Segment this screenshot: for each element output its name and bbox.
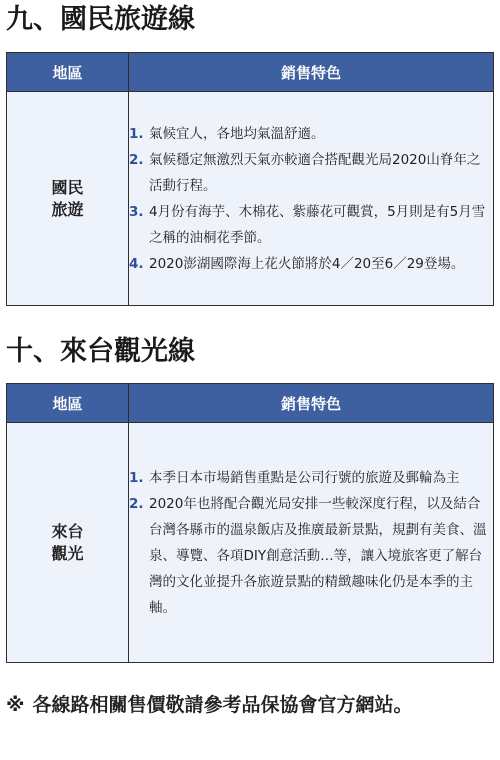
- region-cell: [7, 423, 129, 663]
- footnote-text: 各線路相關售價敬請參考品保協會官方網站。: [32, 694, 413, 716]
- list-item: [129, 491, 493, 621]
- features-cell: [129, 92, 494, 306]
- table-header-row: [7, 384, 494, 423]
- region-name-line: 觀光: [51, 543, 84, 563]
- item-number: 2.: [129, 151, 144, 168]
- item-number: 2.: [129, 495, 144, 512]
- item-number: 4.: [129, 255, 144, 272]
- domestic-route-table: [6, 52, 494, 306]
- item-number: 1.: [129, 125, 144, 142]
- item-text: 本季日本市場銷售重點是公司行號的旅遊及郵輪為主: [149, 469, 460, 486]
- list-item: [129, 251, 493, 277]
- list-item: [129, 199, 493, 251]
- table-row: [7, 423, 494, 663]
- region-column-header: 地區: [7, 384, 129, 423]
- features-column-header: 銷售特色: [129, 384, 494, 423]
- item-text: 氣候宜人，各地均氣溫舒適。: [149, 125, 325, 142]
- item-text: 4月份有海芋、木棉花、紫藤花可觀賞，5月則是有5月雪之稱的油桐花季節。: [149, 203, 486, 246]
- table-header-row: [7, 53, 494, 92]
- list-item: [129, 121, 493, 147]
- list-item: [129, 465, 493, 491]
- region-column-header: 地區: [7, 53, 129, 92]
- item-text: 2020澎湖國際海上花火節將於4／20至6／29登場。: [149, 255, 465, 272]
- reference-mark-icon: ※: [6, 694, 25, 716]
- region-cell: [7, 92, 129, 306]
- table-row: [7, 92, 494, 306]
- item-text: 氣候穩定無激烈天氣亦較適合搭配觀光局2020山脊年之活動行程。: [149, 151, 481, 194]
- region-name-line: 國民: [51, 177, 84, 197]
- section-title-inbound: 十、來台觀光線: [6, 336, 195, 367]
- item-text: 2020年也將配合觀光局安排一些較深度行程，以及結合台灣各縣市的溫泉飯店及推廣最新景點，規劃有美食、溫泉、導覽、各項DIY創意活動…等，讓入境旅客更了解台灣的文化並提升各旅遊景點的精緻趣味化仍是本季的主軸。: [149, 495, 487, 616]
- features-cell: [129, 423, 494, 663]
- region-name-line: 來台: [51, 521, 84, 541]
- item-number: 3.: [129, 203, 144, 220]
- features-list: [129, 121, 493, 277]
- features-list: [129, 465, 493, 621]
- region-name-line: 旅遊: [51, 199, 84, 219]
- features-column-header: 銷售特色: [129, 53, 494, 92]
- footnote: [6, 688, 494, 722]
- list-item: [129, 147, 493, 199]
- section-title-domestic: 九、國民旅遊線: [6, 4, 195, 35]
- item-number: 1.: [129, 469, 144, 486]
- inbound-route-table: [6, 383, 494, 663]
